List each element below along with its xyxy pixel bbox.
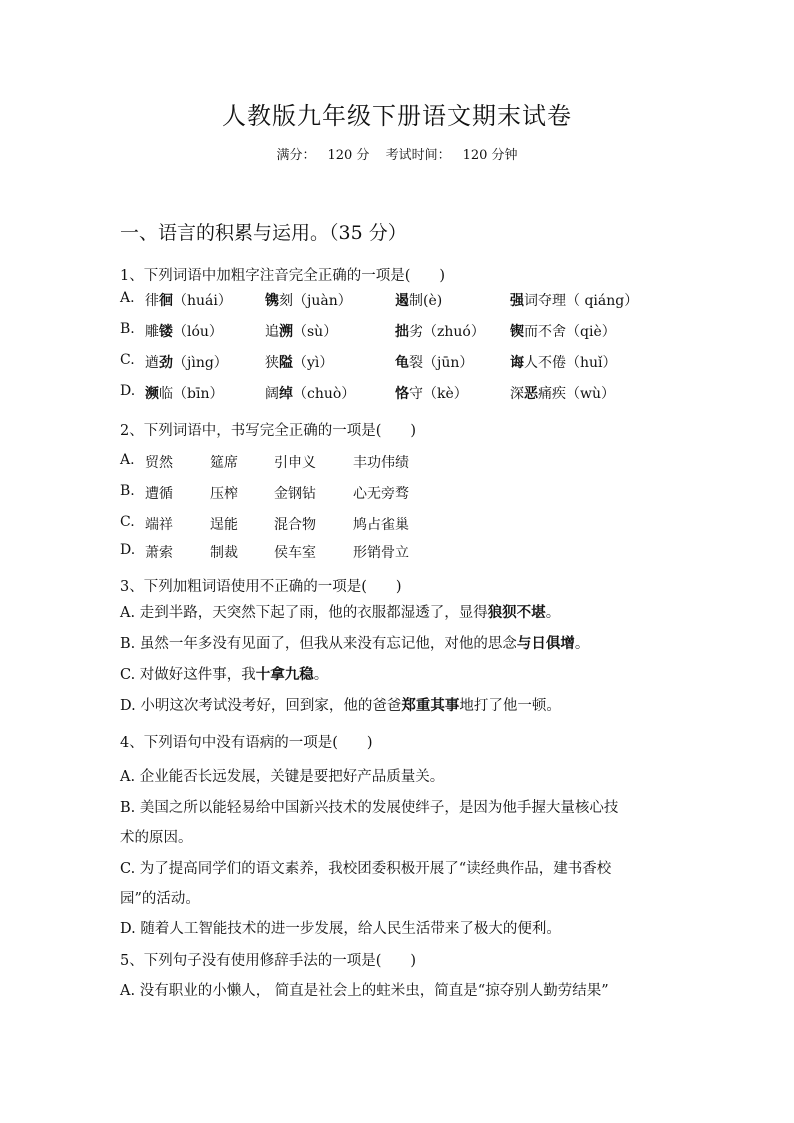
q2-d-3: 侯车室 — [274, 545, 316, 561]
q2-a-3: 引申义 — [274, 455, 316, 471]
q1-c-4: 诲人不倦（huǐ） — [510, 355, 617, 371]
q1-c-3: 龟裂（jūn） — [395, 355, 474, 371]
score-value: 120 分 — [327, 148, 370, 163]
q3-option-d: D. 小明这次考试没考好，回到家，他的爸爸郑重其事地打了他一顿。 — [120, 697, 561, 714]
q2-b-3: 金钢钻 — [274, 486, 316, 502]
q1-a-4: 强词夺理（ qiáng） — [510, 293, 639, 309]
q1-a-3: 遏制(è) — [395, 293, 443, 309]
question-2-stem: 2、下列词语中，书写完全正确的一项是( ) — [120, 423, 417, 439]
q2-option-c-label: C. — [120, 514, 135, 530]
q4-option-c-line1: C. 为了提高同学们的语文素养，我校团委积极开展了“读经典作品，建书香校 — [120, 861, 612, 877]
q2-b-4: 心无旁骛 — [353, 486, 409, 502]
q1-b-4: 锲而不舍（qiè） — [510, 324, 616, 340]
q1-a-1: 徘徊（huái） — [145, 293, 232, 309]
q2-b-1: 遭循 — [145, 486, 173, 502]
q1-option-a-label: A. — [120, 290, 135, 306]
q2-c-4: 鸠占雀巢 — [353, 517, 409, 533]
q1-d-3: 恪守（kè） — [395, 386, 468, 402]
question-3-stem: 3、下列加粗词语使用不正确的一项是( ) — [120, 579, 402, 595]
q4-option-c-line2: 园”的活动。 — [120, 891, 200, 907]
q2-option-d-label: D. — [120, 542, 136, 558]
q3-option-c: C. 对做好这件事，我十拿九稳。 — [120, 666, 329, 683]
time-value: 120 分钟 — [462, 148, 518, 163]
q1-b-1: 雕镂（lóu） — [145, 324, 223, 340]
q2-option-a-label: A. — [120, 452, 135, 468]
q1-option-d-label: D. — [120, 383, 136, 399]
q2-a-2: 筵席 — [210, 455, 238, 471]
q2-d-2: 制裁 — [210, 545, 238, 561]
q4-option-b-line2: 术的原因。 — [120, 830, 193, 846]
score-label: 满分： — [276, 148, 316, 163]
q1-option-b-label: B. — [120, 321, 135, 337]
q2-b-2: 压榨 — [210, 486, 238, 502]
q2-c-1: 端祥 — [145, 517, 173, 533]
q3-option-a: A. 走到半路，天突然下起了雨，他的衣服都湿透了，显得狼狈不堪。 — [120, 604, 561, 621]
q1-b-2: 追溯（sù） — [265, 324, 338, 340]
q2-c-2: 逞能 — [210, 517, 238, 533]
q3-option-b: B. 虽然一年多没有见面了，但我从来没有忘记他，对他的思念与日俱增。 — [120, 635, 590, 652]
q1-b-3: 拙劣（zhuó） — [395, 324, 485, 340]
q2-a-1: 贸然 — [145, 455, 173, 471]
q4-option-d: D. 随着人工智能技术的进一步发展，给人民生活带来了极大的便利。 — [120, 921, 561, 937]
q1-d-1: 濒临（bīn） — [145, 386, 224, 402]
q1-option-c-label: C. — [120, 352, 135, 368]
q1-a-2: 镌刻（juàn） — [265, 293, 352, 309]
page-title: 人教版九年级下册语文期末试卷 — [222, 102, 572, 130]
question-4-stem: 4、下列语句中没有语病的一项是( ) — [120, 735, 373, 751]
q2-d-1: 萧索 — [145, 545, 173, 561]
q2-d-4: 形销骨立 — [353, 545, 409, 561]
exam-info — [0, 144, 794, 163]
q2-option-b-label: B. — [120, 483, 135, 499]
q2-a-4: 丰功伟绩 — [353, 455, 409, 471]
q1-c-1: 遒劲（jìng） — [145, 355, 228, 371]
question-5-stem: 5、下列句子没有使用修辞手法的一项是( ) — [120, 953, 417, 969]
q5-option-a: A. 没有职业的小懒人， 简直是社会上的蛀米虫，简直是“掠夺别人勤劳结果” — [120, 983, 609, 999]
q4-option-a: A. 企业能否长远发展，关键是要把好产品质量关。 — [120, 769, 445, 785]
section-heading-1: 一、语言的积累与运用。（35 分） — [120, 222, 407, 244]
question-1-stem: 1、下列词语中加粗字注音完全正确的一项是( ) — [120, 268, 446, 284]
q1-d-4: 深恶痛疾（wù） — [510, 386, 615, 402]
q2-c-3: 混合物 — [274, 517, 316, 533]
time-label: 考试时间： — [385, 148, 451, 163]
q1-c-2: 狭隘（yì） — [265, 355, 334, 371]
q1-d-2: 阔绰（chuò） — [265, 386, 356, 402]
q4-option-b-line1: B. 美国之所以能轻易给中国新兴技术的发展使绊子，是因为他手握大量核心技 — [120, 800, 619, 816]
